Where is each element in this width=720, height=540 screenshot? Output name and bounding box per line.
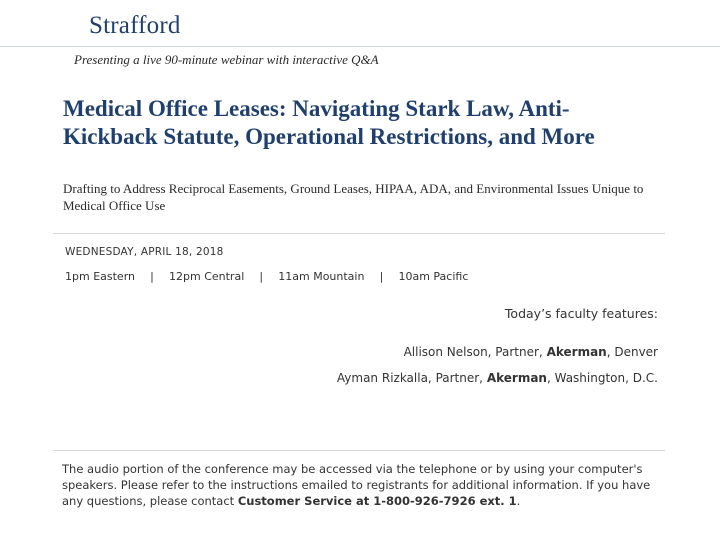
time-separator: |: [259, 270, 264, 283]
header-divider: [0, 46, 720, 47]
section-divider-top: [53, 233, 665, 234]
faculty-member: [404, 345, 658, 359]
time-separator: |: [150, 270, 154, 283]
customer-service-contact: Customer Service at 1-800-926-7926 ext. 1: [237, 494, 517, 508]
strafford-logo: Strafford: [89, 12, 181, 39]
time-separator: |: [379, 270, 384, 283]
webinar-date: WEDNESDAY, APRIL 18, 2018: [65, 246, 224, 258]
webinar-times: [65, 270, 468, 283]
time-pacific: 10am Pacific: [398, 270, 469, 283]
faculty-firm: Akerman: [486, 371, 547, 385]
time-eastern: 1pm Eastern: [65, 270, 135, 283]
audio-instructions-text: The audio portion of the conference may be accessed via the telephone or by using your computer's speakers. Please refer to the instructions emailed to registrants for additional information. If you have any questions, please contact: [62, 462, 651, 508]
faculty-name-role: Ayman Rizkalla, Partner,: [336, 371, 487, 385]
audio-instructions-end: .: [516, 494, 521, 508]
faculty-heading: Today’s faculty features:: [504, 306, 658, 321]
webinar-title: Medical Office Leases: Navigating Stark Law, Anti-Kickback Statute, Operational Restrictions, and More: [63, 96, 595, 149]
faculty-firm: Akerman: [546, 345, 607, 359]
time-central: 12pm Central: [169, 270, 245, 283]
time-mountain: 11am Mountain: [278, 270, 365, 283]
audio-instructions: [62, 461, 662, 509]
faculty-name-role: Allison Nelson, Partner,: [403, 345, 547, 359]
faculty-location: , Washington, D.C.: [546, 371, 658, 385]
section-divider-bottom: [53, 450, 665, 451]
webinar-subtitle: Drafting to Address Reciprocal Easements, Ground Leases, HIPAA, ADA, and Environmental Issues Unique to Medical Office Use: [63, 181, 644, 213]
faculty-member: [337, 371, 658, 385]
tagline: Presenting a live 90-minute webinar with interactive Q&A: [74, 52, 379, 67]
faculty-location: , Denver: [606, 345, 658, 359]
